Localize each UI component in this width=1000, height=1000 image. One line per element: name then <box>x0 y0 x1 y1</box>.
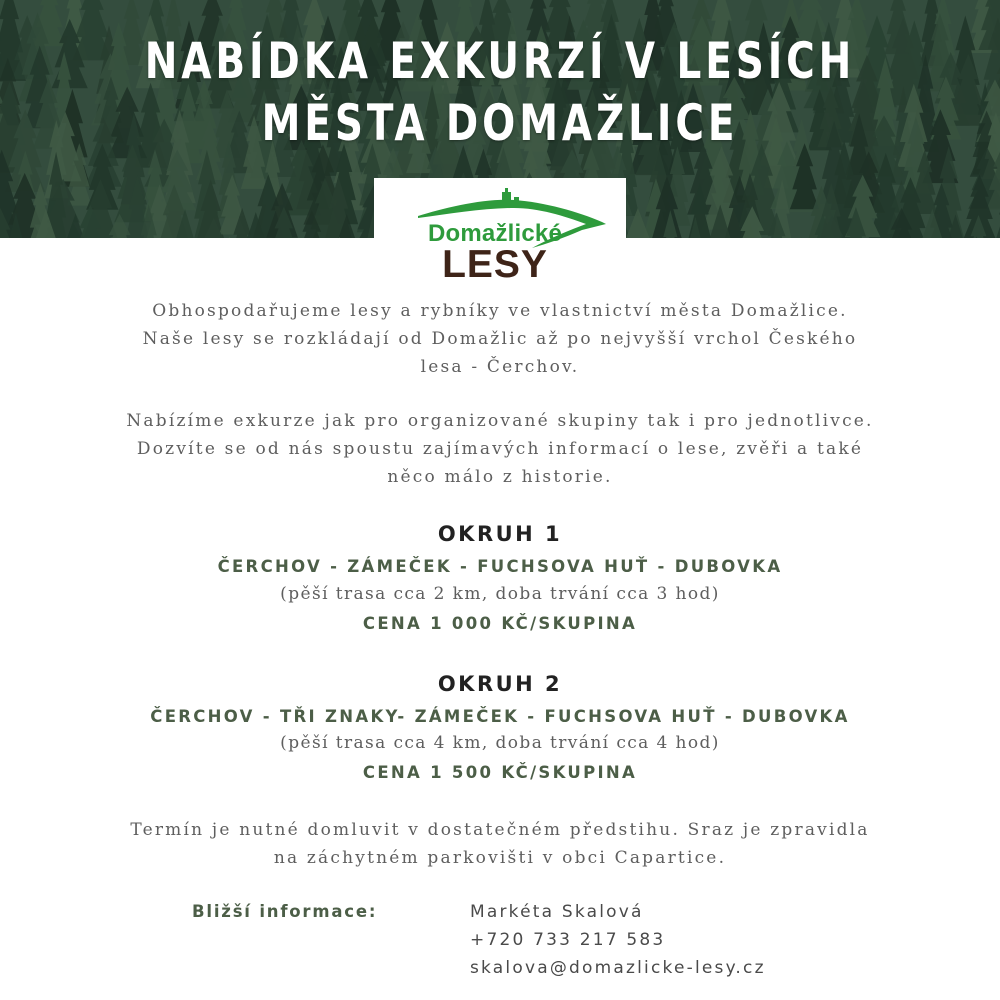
route-2-title: OKRUH 2 <box>437 672 563 696</box>
page-title-line-2: MĚSTA DOMAŽLICE <box>261 94 739 152</box>
intro-line: Naše lesy se rozkládají od Domažlic až po nejvyšší vrchol Českého <box>142 329 858 349</box>
intro-line: Obhospodařujeme lesy a rybníky ve vlastnictví města Domažlice. <box>152 301 848 321</box>
offer-line: něco málo z historie. <box>387 467 613 487</box>
note-line: Termín je nutné domluvit v dostatečném předstihu. Sraz je zpravidla <box>130 820 870 840</box>
contact-phone[interactable]: +720 733 217 583 <box>470 930 666 950</box>
route-1-detail: (pěší trasa cca 2 km, doba trvání cca 3 hod) <box>280 584 720 604</box>
contact-name: Markéta Skalová <box>470 902 644 922</box>
route-1-path: ČERCHOV - ZÁMEČEK - FUCHSOVA HUŤ - DUBOVKA <box>217 557 783 576</box>
note-line: na záchytném parkovišti v obci Capartice. <box>273 848 727 868</box>
page-title-line-1: NABÍDKA EXKURZÍ V LESÍCH <box>144 32 856 90</box>
route-2-path: ČERCHOV - TŘI ZNAKY- ZÁMEČEK - FUCHSOVA HUŤ - DUBOVKA <box>150 707 850 726</box>
route-2-detail: (pěší trasa cca 4 km, doba trvání cca 4 hod) <box>280 733 720 753</box>
offer-paragraph <box>60 407 940 491</box>
route-1-title: OKRUH 1 <box>437 522 563 546</box>
contact-email-link[interactable]: skalova@domazlicke-lesy.cz <box>470 958 766 978</box>
route-2-price: CENA 1 500 KČ/SKUPINA <box>362 763 638 782</box>
offer-line: Dozvíte se od nás spoustu zajímavých informací o lese, zvěři a také <box>136 439 864 459</box>
logo-text-bottom: LESY <box>442 243 548 286</box>
meeting-note <box>60 816 940 872</box>
domazlicke-lesy-logo <box>374 178 626 290</box>
contact-label: Bližší informace: <box>192 902 378 921</box>
offer-line: Nabízíme exkurze jak pro organizované skupiny tak i pro jednotlivce. <box>126 411 874 431</box>
intro-line: lesa - Čerchov. <box>420 357 580 377</box>
logo-text-top: Domažlické <box>427 220 563 247</box>
route-1-price: CENA 1 000 KČ/SKUPINA <box>362 614 638 633</box>
page-title <box>110 30 890 154</box>
intro-paragraph <box>60 297 940 381</box>
